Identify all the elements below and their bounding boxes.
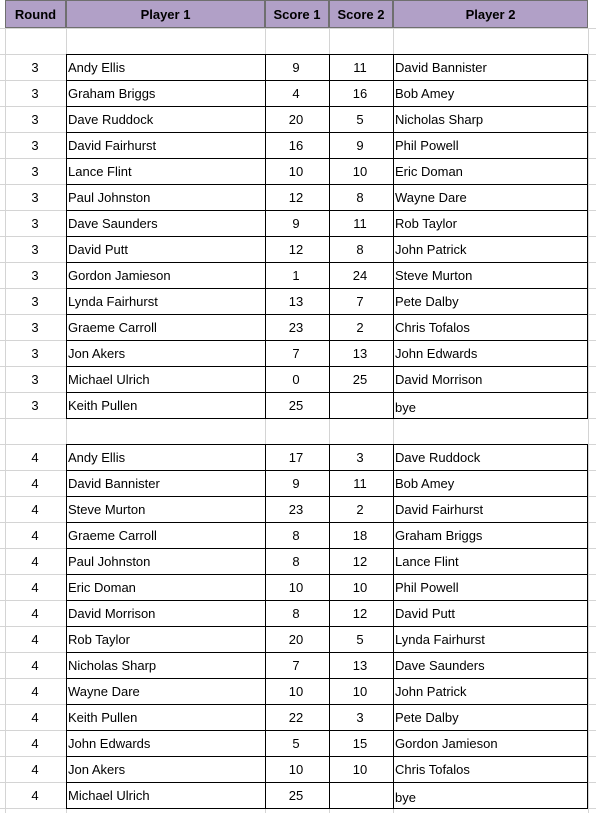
player2-cell[interactable]: Lance Flint [395,554,459,569]
player1-cell[interactable]: Keith Pullen [68,398,138,413]
round-cell[interactable]: 3 [31,138,39,153]
score2-cell[interactable] [328,783,392,809]
column-header-round-label: Round [14,6,57,22]
round-cell[interactable]: 4 [31,788,39,803]
column-header-score2[interactable] [329,0,393,28]
score1-cell[interactable]: 16 [288,138,304,153]
player2-cell[interactable]: Pete Dalby [395,710,459,725]
score2-cell[interactable]: 18 [352,528,368,543]
player1-cell[interactable]: Lance Flint [68,164,132,179]
player2-cell[interactable]: Rob Taylor [395,216,457,231]
player2-cell[interactable]: David Bannister [395,60,487,75]
round-cell[interactable]: 3 [31,294,39,309]
player1-cell[interactable]: Gordon Jamieson [68,268,171,283]
column-header-score2-label: Score 2 [337,6,385,22]
player2-cell[interactable]: Bob Amey [395,86,455,101]
score2-cell[interactable]: 12 [352,554,368,569]
score1-cell[interactable]: 7 [292,346,300,361]
player1-cell[interactable]: Dave Saunders [68,216,158,231]
column-header-player1[interactable] [66,0,265,28]
score2-cell[interactable]: 10 [352,684,368,699]
round-cell[interactable]: 3 [31,242,39,257]
player1-cell[interactable]: Andy Ellis [68,450,126,465]
round-cell[interactable]: 3 [31,320,39,335]
player2-cell[interactable]: John Patrick [395,684,467,699]
player1-cell[interactable]: Eric Doman [68,580,136,595]
player2-cell[interactable]: John Patrick [395,242,467,257]
score2-cell[interactable]: 7 [356,294,364,309]
score2-cell[interactable]: 11 [353,476,367,491]
player1-cell[interactable]: Lynda Fairhurst [68,294,158,309]
score2-cell[interactable]: 15 [352,736,368,751]
score2-cell[interactable]: 11 [353,60,367,75]
round-cell[interactable]: 4 [31,476,39,491]
round-cell[interactable]: 4 [31,450,39,465]
score2-cell[interactable]: 12 [352,606,368,621]
player1-cell[interactable]: Graeme Carroll [68,528,157,543]
player2-cell[interactable]: Chris Tofalos [395,762,470,777]
gridline-vertical [588,28,589,813]
score2-cell[interactable]: 24 [352,268,368,283]
player2-cell[interactable]: Gordon Jamieson [395,736,498,751]
score2-cell[interactable]: 3 [356,450,364,465]
column-header-player1-label: Player 1 [140,6,191,22]
score1-cell[interactable]: 7 [292,658,300,673]
score1-cell[interactable]: 0 [292,372,300,387]
player2-cell[interactable]: Dave Saunders [395,658,485,673]
player1-cell[interactable]: Andy Ellis [68,60,126,75]
player1-cell[interactable]: Rob Taylor [68,632,130,647]
player1-cell[interactable]: Steve Murton [68,502,146,517]
player2-cell[interactable]: Bob Amey [395,476,455,491]
score2-cell[interactable]: 10 [352,164,368,179]
player2-cell[interactable]: Pete Dalby [395,294,459,309]
gridline-horizontal [0,28,596,29]
score2-cell[interactable]: 9 [356,138,364,153]
player1-cell[interactable]: John Edwards [68,736,151,751]
score2-cell[interactable]: 10 [352,580,368,595]
score1-cell[interactable]: 22 [288,710,304,725]
score2-cell[interactable]: 13 [352,346,368,361]
round-cell[interactable]: 4 [31,658,39,673]
score2-cell[interactable]: 2 [356,320,364,335]
score2-cell[interactable]: 16 [352,86,368,101]
round-cell[interactable]: 3 [31,60,39,75]
score2-cell[interactable]: 5 [356,632,364,647]
score2-cell[interactable]: 13 [352,658,368,673]
player1-cell[interactable]: Jon Akers [68,346,126,361]
round-cell[interactable]: 3 [31,372,39,387]
player2-cell[interactable]: David Fairhurst [395,502,484,517]
round-cell[interactable]: 4 [31,710,39,725]
player2-cell[interactable]: Nicholas Sharp [395,112,484,127]
score1-cell[interactable]: 8 [292,554,300,569]
score1-cell[interactable]: 9 [292,476,300,491]
score1-cell[interactable]: 20 [288,112,304,127]
round-cell[interactable]: 3 [31,398,39,413]
score1-cell[interactable]: 5 [292,736,300,751]
round-cell[interactable]: 3 [31,216,39,231]
score1-cell[interactable]: 23 [288,320,304,335]
player1-cell[interactable]: Graham Briggs [68,86,156,101]
score1-cell[interactable]: 8 [292,528,300,543]
round-cell[interactable]: 3 [31,86,39,101]
round-cell[interactable]: 3 [31,268,39,283]
player1-cell[interactable]: Jon Akers [68,762,126,777]
player2-cell[interactable]: John Edwards [395,346,478,361]
player2-cell[interactable]: bye [395,790,416,805]
score1-cell[interactable]: 10 [288,762,304,777]
score1-cell[interactable]: 9 [292,216,300,231]
score1-cell[interactable]: 12 [288,242,304,257]
player2-cell[interactable]: Chris Tofalos [395,320,470,335]
score1-cell[interactable]: 25 [288,398,304,413]
score1-cell[interactable]: 10 [288,580,304,595]
score1-cell[interactable]: 10 [288,164,304,179]
column-header-player2-label: Player 2 [465,6,516,22]
round-cell[interactable]: 4 [31,554,39,569]
round-cell[interactable]: 3 [31,112,39,127]
player2-cell[interactable]: Steve Murton [395,268,473,283]
player2-cell[interactable]: Wayne Dare [395,190,467,205]
player1-cell[interactable]: Keith Pullen [68,710,138,725]
player1-cell[interactable]: David Fairhurst [68,138,157,153]
player1-cell[interactable]: David Putt [68,242,128,257]
player1-cell[interactable]: Paul Johnston [68,190,151,205]
score1-cell[interactable]: 9 [292,60,300,75]
player1-cell[interactable]: Nicholas Sharp [68,658,157,673]
player1-cell[interactable]: David Bannister [68,476,160,491]
round-cell[interactable]: 4 [31,762,39,777]
round-cell[interactable]: 4 [31,502,39,517]
round-cell[interactable]: 3 [31,190,39,205]
score1-cell[interactable]: 4 [292,86,300,101]
player1-cell[interactable]: Michael Ulrich [68,788,150,803]
player2-cell[interactable]: Phil Powell [395,138,459,153]
column-header-player2[interactable] [393,0,588,28]
round-cell[interactable]: 3 [31,346,39,361]
player1-cell[interactable]: David Morrison [68,606,156,621]
round-cell[interactable]: 3 [31,164,39,179]
score2-cell[interactable]: 8 [356,242,364,257]
score2-cell[interactable]: 8 [356,190,364,205]
score2-cell[interactable]: 10 [352,762,368,777]
score1-cell[interactable]: 23 [288,502,304,517]
round-cell[interactable]: 4 [31,736,39,751]
player1-cell[interactable]: Michael Ulrich [68,372,150,387]
score2-cell[interactable]: 5 [356,112,364,127]
player1-cell[interactable]: Graeme Carroll [68,320,157,335]
player2-cell[interactable]: Dave Ruddock [395,450,481,465]
player2-cell[interactable]: David Putt [395,606,455,621]
column-header-score1[interactable] [265,0,329,28]
score2-cell[interactable] [328,393,392,419]
round-cell[interactable]: 4 [31,606,39,621]
player1-cell[interactable]: Wayne Dare [68,684,140,699]
player2-cell[interactable]: David Morrison [395,372,483,387]
score1-cell[interactable]: 25 [288,788,304,803]
score2-cell[interactable]: 3 [356,710,364,725]
player1-cell[interactable]: Paul Johnston [68,554,151,569]
player2-cell[interactable]: bye [395,400,416,415]
player2-cell[interactable]: Eric Doman [395,164,463,179]
score2-cell[interactable]: 2 [356,502,364,517]
round-cell[interactable]: 4 [31,528,39,543]
score2-cell[interactable]: 11 [353,216,367,231]
score1-cell[interactable]: 17 [288,450,304,465]
score2-cell[interactable]: 25 [352,372,368,387]
score1-cell[interactable]: 12 [288,190,304,205]
column-header-round[interactable] [5,0,66,28]
player1-cell[interactable]: Dave Ruddock [68,112,154,127]
round-cell[interactable]: 4 [31,580,39,595]
score1-cell[interactable]: 13 [288,294,304,309]
score1-cell[interactable]: 10 [288,684,304,699]
player2-cell[interactable]: Phil Powell [395,580,459,595]
score1-cell[interactable]: 1 [292,268,300,283]
player2-cell[interactable]: Lynda Fairhurst [395,632,485,647]
round-cell[interactable]: 4 [31,684,39,699]
round-cell[interactable]: 4 [31,632,39,647]
player2-cell[interactable]: Graham Briggs [395,528,483,543]
score1-cell[interactable]: 8 [292,606,300,621]
column-header-score1-label: Score 1 [273,6,321,22]
score1-cell[interactable]: 20 [288,632,304,647]
